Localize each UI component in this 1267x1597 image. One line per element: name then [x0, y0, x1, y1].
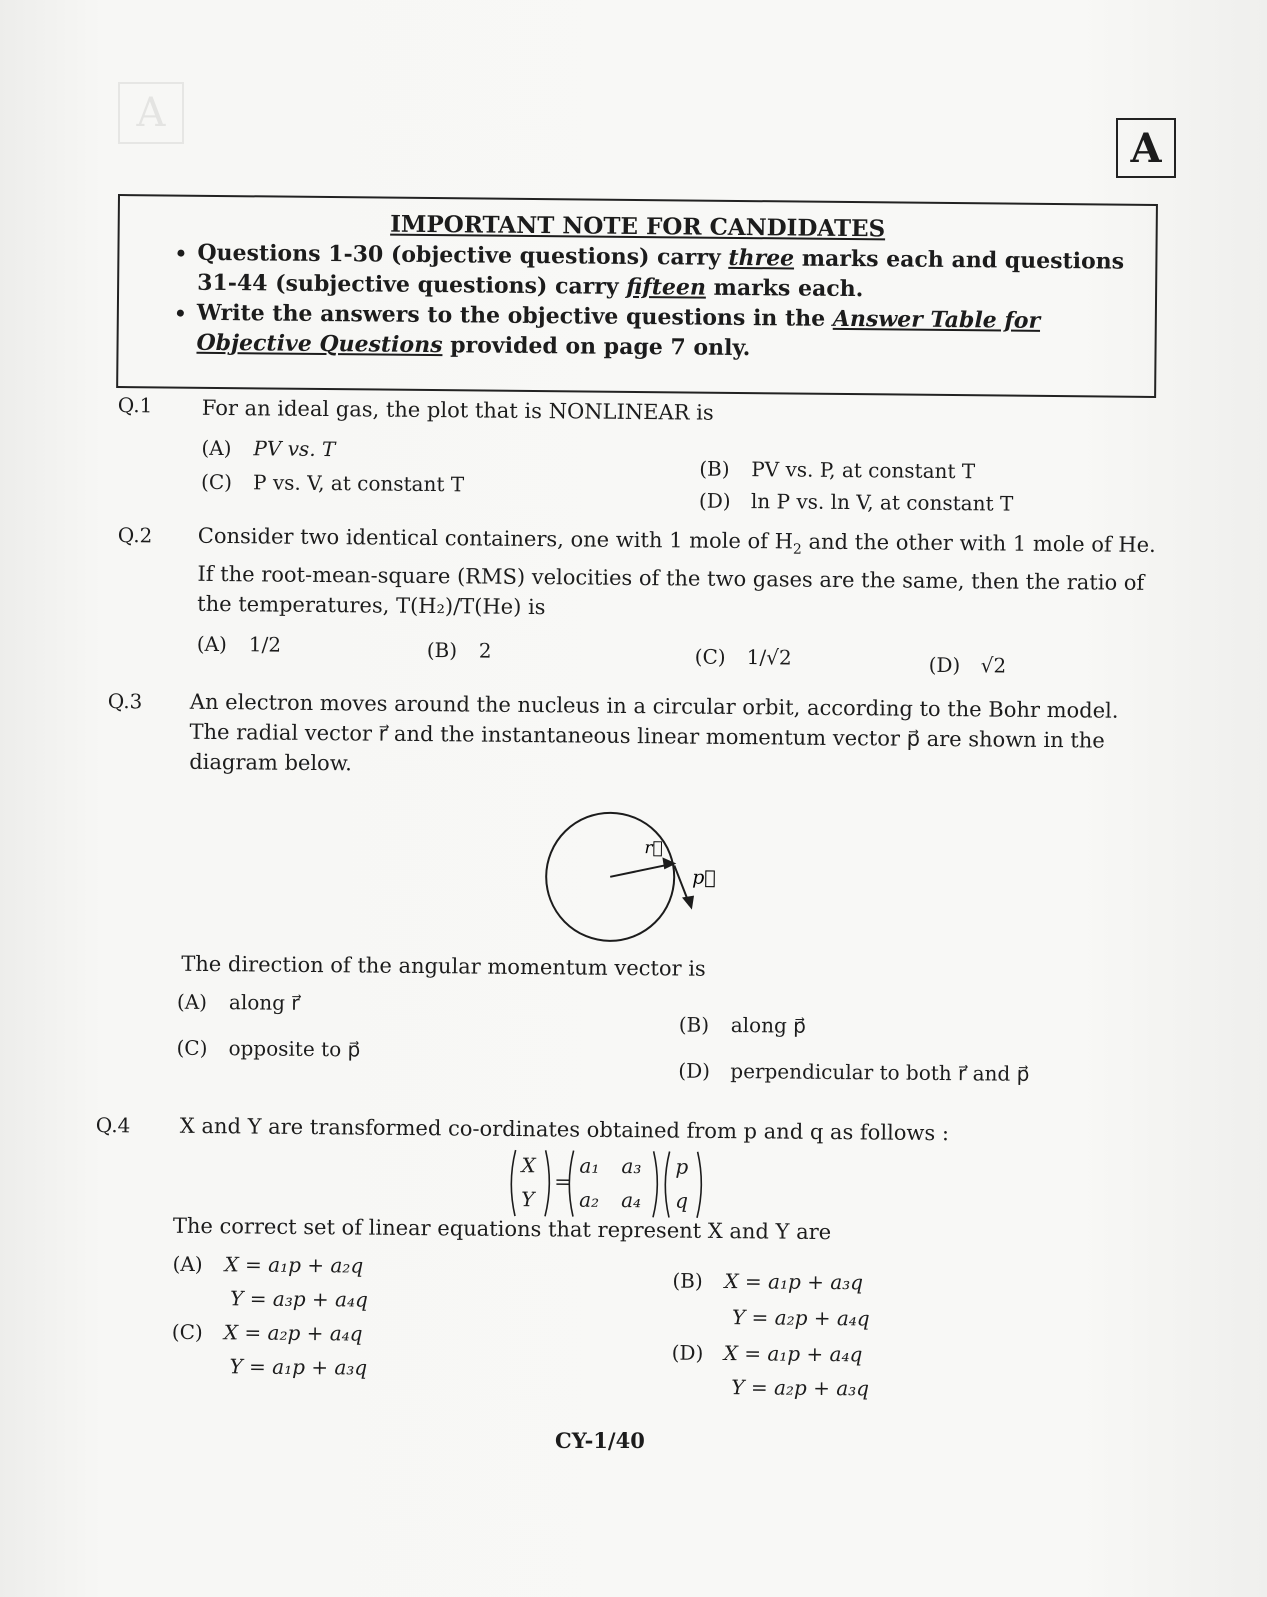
- rhs-bracket-left: [665, 1151, 670, 1217]
- bohr-orbit-diagram: [542, 808, 716, 950]
- option-d: (D) X = a₁p + a₄q: [671, 1340, 863, 1367]
- option-c-line-2: Y = a₁p + a₃q: [229, 1354, 368, 1380]
- question-subtext: The direction of the angular momentum vector is: [181, 951, 706, 981]
- question-number: Q.2: [117, 522, 153, 548]
- matrix-a11: a₁: [579, 1153, 600, 1178]
- option-a-line-2: Y = a₃p + a₄q: [230, 1286, 368, 1312]
- matrix-bracket-left: [569, 1151, 574, 1217]
- option-c: (C) opposite to p⃗: [176, 1035, 361, 1062]
- rhs-bracket-right: [697, 1152, 702, 1218]
- note-text: Write the answers to the objective questions in the: [196, 299, 826, 332]
- matrix-rhs-p: p: [675, 1154, 689, 1179]
- question-1: [117, 390, 1158, 535]
- note-emphasis: Answer Table for Objective Questions: [196, 305, 1041, 359]
- question-2: [116, 520, 1157, 690]
- option-b: (B) X = a₁p + a₃q: [672, 1268, 864, 1295]
- matrix-a22: a₄: [621, 1188, 642, 1213]
- version-box: A: [1116, 118, 1176, 178]
- question-number: Q.3: [107, 688, 143, 714]
- option-c: (C) P vs. V, at constant T: [201, 469, 465, 497]
- option-c: (C) 1/√2: [694, 644, 792, 670]
- note-bullet-2: [196, 298, 1155, 367]
- note-emphasis: three: [728, 244, 795, 272]
- note-list: [118, 237, 1155, 367]
- question-number: Q.1: [117, 392, 153, 418]
- option-d: (D) perpendicular to both r⃗ and p⃗: [678, 1058, 1030, 1086]
- note-text: provided on page 7 only.: [450, 332, 751, 362]
- question-text: For an ideal gas, the plot that is NONLINEAR is: [201, 395, 714, 425]
- option-b: (B) 2: [426, 637, 492, 663]
- matrix-a21: a₂: [579, 1187, 600, 1212]
- option-a: (A) X = a₁p + a₂q: [172, 1251, 364, 1278]
- question-subtext: The correct set of linear equations that represent X and Y are: [172, 1213, 832, 1245]
- note-text: marks each.: [713, 274, 864, 303]
- ghost-version-box: A: [118, 82, 184, 144]
- note-bullet-1: [197, 238, 1156, 307]
- option-b: (B) along p⃗: [678, 1012, 806, 1038]
- matrix-a12: a₃: [621, 1154, 642, 1179]
- option-d: (D) ln P vs. ln V, at constant T: [698, 488, 1014, 516]
- p-label: p⃗: [692, 866, 716, 889]
- lhs-bracket-left: [511, 1150, 516, 1216]
- note-emphasis: fifteen: [626, 273, 707, 301]
- question-4: [93, 1110, 1156, 1430]
- option-a: (A) 1/2: [196, 631, 282, 657]
- matrix-lhs-x: X: [521, 1153, 536, 1178]
- option-a: (A) along r⃗: [176, 989, 300, 1015]
- question-number: Q.4: [95, 1112, 131, 1138]
- momentum-vector-arrowhead: [682, 896, 694, 910]
- r-label: r⃗: [644, 838, 663, 859]
- note-text: Questions 1-30 (objective questions) carry: [197, 239, 721, 271]
- option-b-line-2: Y = a₂p + a₄q: [731, 1305, 870, 1331]
- matrix-bracket-right: [653, 1151, 658, 1217]
- question-3: [104, 686, 1158, 1116]
- question-text: An electron moves around the nucleus in a circular orbit, according to the Bohr model. The radial vector r⃗ and the instantaneous linear momentum vector p⃗ are shown in the diagram below.: [189, 689, 1119, 776]
- matrix-lhs-y: Y: [521, 1187, 535, 1212]
- option-c: (C) X = a₂p + a₄q: [171, 1319, 363, 1346]
- matrix-equals: =: [554, 1169, 572, 1194]
- note-title: IMPORTANT NOTE FOR CANDIDATES: [390, 210, 886, 243]
- matrix-rhs-q: q: [675, 1188, 689, 1213]
- option-b: (B) PV vs. P, at constant T: [699, 456, 976, 484]
- option-d: (D) √2: [928, 652, 1007, 678]
- option-d-line-2: Y = a₂p + a₃q: [731, 1375, 870, 1401]
- lhs-bracket-right: [545, 1150, 550, 1216]
- question-text: X and Y are transformed co-ordinates obtained from p and q as follows :: [179, 1113, 950, 1146]
- option-a: (A) PV vs. T: [201, 435, 336, 462]
- page-footer: CY-1/40: [555, 1428, 645, 1453]
- important-note-box: [116, 194, 1158, 398]
- matrix-equation: [507, 1146, 718, 1222]
- question-text: Consider two identical containers, one with 1 mole of $H_2$ and the other with 1 mole of He. If the root-mean-square (RMS) velocities of the two gases are the same, then the ratio of the temperatures, T(H₂)/T(He) is: [197, 523, 1156, 620]
- note-text: marks each and questions 31-44 (subjective questions) carry: [197, 245, 1125, 300]
